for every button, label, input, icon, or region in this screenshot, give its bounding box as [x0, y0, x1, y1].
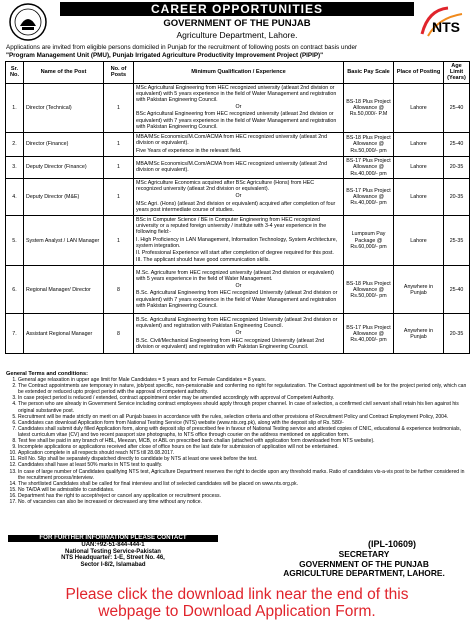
header-post-name: Name of the Post: [24, 62, 104, 84]
list-item: 10. Application complete in all respects should reach NTS till 28.08.2017.: [18, 450, 468, 456]
cell-qualification: [134, 314, 344, 354]
qualification-or: Or: [235, 283, 242, 290]
contact-org: National Testing Service-Pakistan: [65, 548, 161, 555]
banner-title: CAREER OPPORTUNITIES: [60, 2, 414, 16]
download-notice: [0, 586, 474, 620]
list-item: 4. The person who are already in Government Service including contract employees should apply through proper channel. In case of selection, a confirmed civil servant shall retain his lien against his original substantive post.: [18, 401, 468, 413]
cell-age: 20-35: [444, 157, 470, 179]
header-sr-no: Sr. No.: [6, 62, 24, 84]
cell-post: Director (Finance): [24, 133, 104, 157]
cell-post: Deputy Director (Finance): [24, 157, 104, 179]
secretary-department: AGRICULTURE DEPARTMENT, LAHORE.: [283, 568, 445, 579]
cell-place: Lahore: [394, 83, 444, 132]
department-name: Agriculture Department, Lahore.: [176, 30, 298, 40]
cell-posts: 1: [104, 83, 134, 132]
table-row: [6, 266, 470, 314]
cell-pay: BS-17 Plus Project Allowance @ Rs.40,000/- pm: [344, 314, 394, 354]
nts-logo-icon: [418, 4, 468, 40]
qualification-text: BSc in Computer Science / BE in Computer Engineering from HEC recognized university or a reputed foreign university / institute with 3-4 year experience in the following field:-: [136, 217, 327, 236]
cell-posts: 8: [104, 314, 134, 354]
punjab-government-logo-icon: [8, 2, 48, 42]
header-age-limit: Age Limit (Years): [444, 62, 470, 84]
cell-qualification: [134, 266, 344, 314]
contact-box: [8, 535, 218, 577]
list-item: 2. The Contract appointments are temporary in nature, job/post specific, non-pensionable and conferring no right for regularization. The Contract appointment will be for the project period only, which can be extended or reduced upto project period with the approval of competent authority.: [18, 383, 468, 395]
qualification-text: MBA/MSc Economics/M.Com/ACMA from HEC recognized university (atleast 2nd division or equivalent).: [136, 160, 328, 174]
header-no-of-posts: No. of Posts: [104, 62, 134, 84]
cell-posts: 1: [104, 216, 134, 266]
cell-sr: 4.: [6, 179, 24, 216]
list-item: 6. Candidates can download Application form from National Testing Service (NTS) website (www.nts.org.pk), along with the deposit slip of Rs. 580/-: [18, 420, 468, 426]
list-item: 15. No TA/DA will be admissible to candidates.: [18, 487, 468, 493]
list-item: 13. In case of large number of Candidates qualifying NTS test, Agriculture Department reserves the right to decide upon any threshold marks. Ratio of candidates vis-a-vis post to be further considered in the recruitment process/interview.: [18, 469, 468, 481]
secretary-government: GOVERNMENT OF THE PUNJAB: [299, 558, 429, 569]
cell-sr: 1.: [6, 83, 24, 132]
cell-qualification: [134, 83, 344, 132]
ipl-number: (IPL-10609): [368, 539, 417, 549]
intro-line-2: "Program Management Unit (PMU), Punjab Irrigated Agriculture Productivity Improvement Project (PIPIP)": [6, 51, 324, 59]
download-notice-line-1: Please click the download link near the end of this: [65, 586, 409, 603]
qualification-text: II. Professional Experience will start after completion of degree required for this post.: [136, 250, 334, 257]
contact-phone: UAN:+92-51-844-444-1: [81, 541, 145, 548]
list-item: 17. No. of vacancies can also be increased or decreased any time without any notice.: [18, 499, 468, 505]
qualification-text: I. High Proficiency in LAN Management, Information Technology, System Architecture, system integration.: [136, 236, 338, 249]
list-item: 7. Candidates shall submit duly filled Application form, along with deposit slip of prescribed fee in favour of National Testing service and attested copies of CNIC, educational & experience testimonials, latest curriculum vitae (CV) and two recent passport size photographs, to NTS office through courier on the address mentioned on application form.: [18, 426, 468, 438]
list-item: 8. Test fee shall be paid in any branch of HBL, Meezan, MCB, or ABL on prescribed bank challan (attached with application form downloaded from NTS website).: [18, 438, 468, 444]
qualification-text: M.Sc. Agriculture from HEC recognized university (atleast 2nd division or equivalent) with 5 years experience in the field of Water Management.: [136, 269, 334, 283]
table-row: [6, 133, 470, 157]
cell-place: Lahore: [394, 133, 444, 157]
qualification-text: MSc Agri. (Hons) (atleast 2nd division or equivalent) acquired after completion of four years post intermediate course of studies.: [136, 200, 336, 213]
cell-post: Deputy Director (M&E): [24, 179, 104, 216]
header-place: Place of Posting: [394, 62, 444, 84]
terms-list: [6, 377, 468, 505]
contact-address-1: NTS Headquarter: 1-E, Street No. 46,: [61, 555, 165, 562]
list-item: 3. In case project period is reduced / extended, contract appointment order may be amended accordingly with approval of Competent Authority.: [18, 395, 468, 401]
secretary-title: SECRETARY: [338, 549, 390, 559]
cell-qualification: [134, 133, 344, 157]
cell-qualification: [134, 179, 344, 216]
cell-posts: 1: [104, 133, 134, 157]
cell-qualification: [134, 157, 344, 179]
cell-post: System Analyst / LAN Manager: [24, 216, 104, 266]
qualification-or: Or: [235, 104, 242, 111]
list-item: 11. Roll No. Slip shall be separately dispatched directly to candidate by NTS at least one week before the test.: [18, 456, 468, 462]
header-qualification: Minimum Qualification / Experience: [134, 62, 344, 84]
table-row: [6, 216, 470, 266]
cell-age: 20-35: [444, 314, 470, 354]
cell-pay: BS-17 Plus Project Allowance @ Rs.40,000/- pm: [344, 179, 394, 216]
qualification-text: B.Sc. Civil/Mechanical Engineering from HEC recognized University (atleast 2nd division or equivalent) and registration with Pakistan Engineering Council.: [136, 337, 325, 350]
contact-address-2: Sector I-8/2, Islamabad: [80, 562, 146, 569]
qualification-text: BSc Agricultural Engineering from HEC recognized university (atleast 2nd division or equivalent) with 7 years experience in the field of Water Management and registration with Pakistan Engineering Council.: [136, 111, 337, 130]
cell-age: 20-35: [444, 179, 470, 216]
header-pay-scale: Basic Pay Scale: [344, 62, 394, 84]
intro-text: [6, 44, 468, 59]
secretary-signature-block: [258, 550, 470, 579]
cell-posts: 1: [104, 179, 134, 216]
cell-place: Lahore: [394, 179, 444, 216]
cell-age: 25-40: [444, 83, 470, 132]
government-name: GOVERNMENT OF THE PUNJAB: [163, 18, 311, 29]
list-item: 9. Incomplete applications or applications received after close of office hours on the last date for submission of application will not be entertained.: [18, 444, 468, 450]
cell-pay: BS-18 Plus Project Allowance @ Rs.50,000/- P.M: [344, 83, 394, 132]
cell-age: 25-40: [444, 266, 470, 314]
list-item: 5. Recruitment will be made strictly on merit on all Punjab bases in accordance with the rules, selection criteria and other provisions of Recruitment Policy and Contract Employment Policy, 2004.: [18, 414, 468, 420]
cell-posts: 1: [104, 157, 134, 179]
cell-pay: Lumpsum Pay Package @ Rs.60,000/- pm: [344, 216, 394, 266]
cell-sr: 6.: [6, 266, 24, 314]
cell-age: 25-40: [444, 133, 470, 157]
cell-place: Lahore: [394, 157, 444, 179]
ad-header: [0, 0, 474, 44]
list-item: 14. The shortlisted Candidates shall be called for final interview and list of selected candidates will be placed on www.nts.org.pk.: [18, 481, 468, 487]
qualification-or: Or: [235, 330, 242, 337]
list-item: 12. Candidates shall have at least 50% marks in NTS test to qualify.: [18, 462, 468, 468]
qualification-text: Five Years of experience in the relevant field.: [136, 147, 242, 154]
cell-place: Anywhere in Punjab: [394, 314, 444, 354]
qualification-text: B.Sc. Agricultural Engineering from HEC recognized University (atleast 2nd division or equivalent) with 7 years experience in the field of Water Management and registration with Pakistan Engineering Council.: [136, 290, 338, 309]
cell-age: 25-35: [444, 216, 470, 266]
qualification-text: B.Sc. Agricultural Engineering from HEC recognized University (atleast 2nd division or equivalent) and registration with Pakistan Engineering Council.: [136, 316, 338, 330]
cell-place: Anywhere in Punjab: [394, 266, 444, 314]
cell-qualification: [134, 216, 344, 266]
cell-pay: BS-17 Plus Project Allowance @ Rs.40,000/- pm: [344, 157, 394, 179]
qualification-text: MSc Agriculture Economics acquired after BSc Agriculture (Hons) from HEC recognized university (atleast 2nd division or equivalent).: [136, 180, 315, 193]
vacancy-table: [5, 61, 470, 354]
table-row: [6, 157, 470, 179]
qualification-text: III. The applicant should have good communication skills.: [136, 257, 270, 264]
terms-title: General Terms and conditions:: [6, 371, 88, 377]
nts-logo-text: NTS: [432, 19, 460, 35]
cell-place: Lahore: [394, 216, 444, 266]
qualification-text: MSc Agricultural Engineering from HEC recognized university (atleast 2nd division or equivalent) with 5 years experience in the field of Water Management and registration with Pakistan Engineering Council.: [136, 84, 337, 104]
list-item: 1. General age relaxation in upper age limit for Male Candidates = 5 years and for Female Candidates = 8 years.: [18, 377, 468, 383]
contact-title: FOR FURTHER INFORMATION PLEASE CONTACT: [8, 535, 218, 542]
cell-pay: BS-18 Plus Project Allowance @ Rs.50,000/- pm: [344, 266, 394, 314]
cell-post: Director (Technical): [24, 83, 104, 132]
cell-post: Regional Manager/ Director: [24, 266, 104, 314]
cell-sr: 5.: [6, 216, 24, 266]
intro-line-1: Applications are invited from eligible persons domiciled in Punjab for the recruitment of following posts on contract basis under: [6, 44, 358, 51]
qualification-or: Or: [235, 193, 242, 200]
cell-sr: 7.: [6, 314, 24, 354]
table-row: [6, 179, 470, 216]
table-header-row: [6, 62, 470, 84]
qualification-text: MBA/MSc Economics/M.Com/ACMA from HEC recognized university (atleast 2nd division or equivalent).: [136, 134, 328, 147]
cell-posts: 8: [104, 266, 134, 314]
download-notice-line-2: webpage to Download Application Form.: [98, 603, 376, 620]
table-row: [6, 83, 470, 132]
cell-post: Assistant Regional Manager: [24, 314, 104, 354]
cell-pay: BS-18 Plus Project Allowance @ Rs.50,000/- pm: [344, 133, 394, 157]
list-item: 16. Department has the right to accept/reject or cancel any application or recruitment process.: [18, 493, 468, 499]
cell-sr: 3.: [6, 157, 24, 179]
table-row: [6, 314, 470, 354]
terms-and-conditions: [6, 371, 468, 505]
cell-sr: 2.: [6, 133, 24, 157]
